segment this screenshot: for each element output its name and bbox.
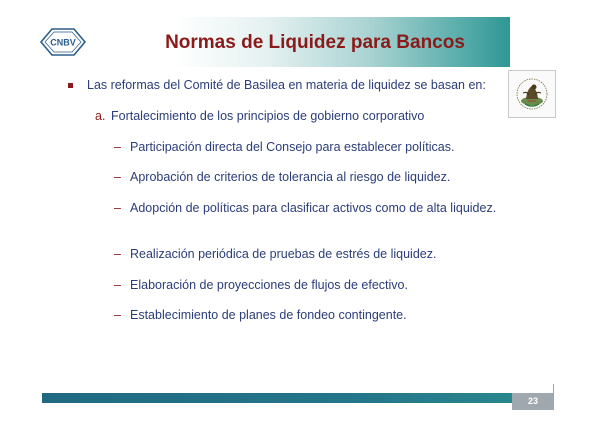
dash-item xyxy=(114,247,498,262)
dash-item xyxy=(114,278,498,293)
dash-item-text: Aprobación de criterios de tolerancia al riesgo de liquidez. xyxy=(130,170,451,184)
square-bullet-icon xyxy=(68,83,73,88)
sub-item-a xyxy=(95,109,495,123)
dash-item-text: Establecimiento de planes de fondeo contingente. xyxy=(130,308,407,322)
dash-item xyxy=(114,140,498,155)
sub-item-text: Fortalecimiento de los principios de gobierno corporativo xyxy=(111,109,425,123)
logo-text: CNBV xyxy=(50,37,76,48)
cnbv-logo-icon xyxy=(38,26,88,58)
dash-item-text: Adopción de políticas para clasificar activos como de alta liquidez. xyxy=(130,201,497,215)
dash-item-text: Realización periódica de pruebas de estrés de liquidez. xyxy=(130,247,437,261)
page-title: Normas de Liquidez para Bancos xyxy=(165,32,465,53)
sub-item-letter: a. xyxy=(95,109,106,123)
dash-bullet: – xyxy=(114,201,121,215)
dash-item-text: Participación directa del Consejo para establecer políticas. xyxy=(130,140,455,154)
page-number: 23 xyxy=(512,393,554,410)
dash-item xyxy=(114,170,498,185)
dash-item xyxy=(114,308,498,323)
footer-bar xyxy=(42,393,554,403)
dash-bullet: – xyxy=(114,140,121,154)
mexican-coat-of-arms-icon xyxy=(508,70,556,118)
dash-bullet: – xyxy=(114,247,121,261)
dash-bullet: – xyxy=(114,278,121,292)
dash-bullet: – xyxy=(114,308,121,322)
main-bullet-text: Las reformas del Comité de Basilea en materia de liquidez se basan en: xyxy=(87,78,486,92)
dash-bullet: – xyxy=(114,170,121,184)
dash-item xyxy=(114,201,498,216)
dash-item-text: Elaboración de proyecciones de flujos de efectivo. xyxy=(130,278,408,292)
